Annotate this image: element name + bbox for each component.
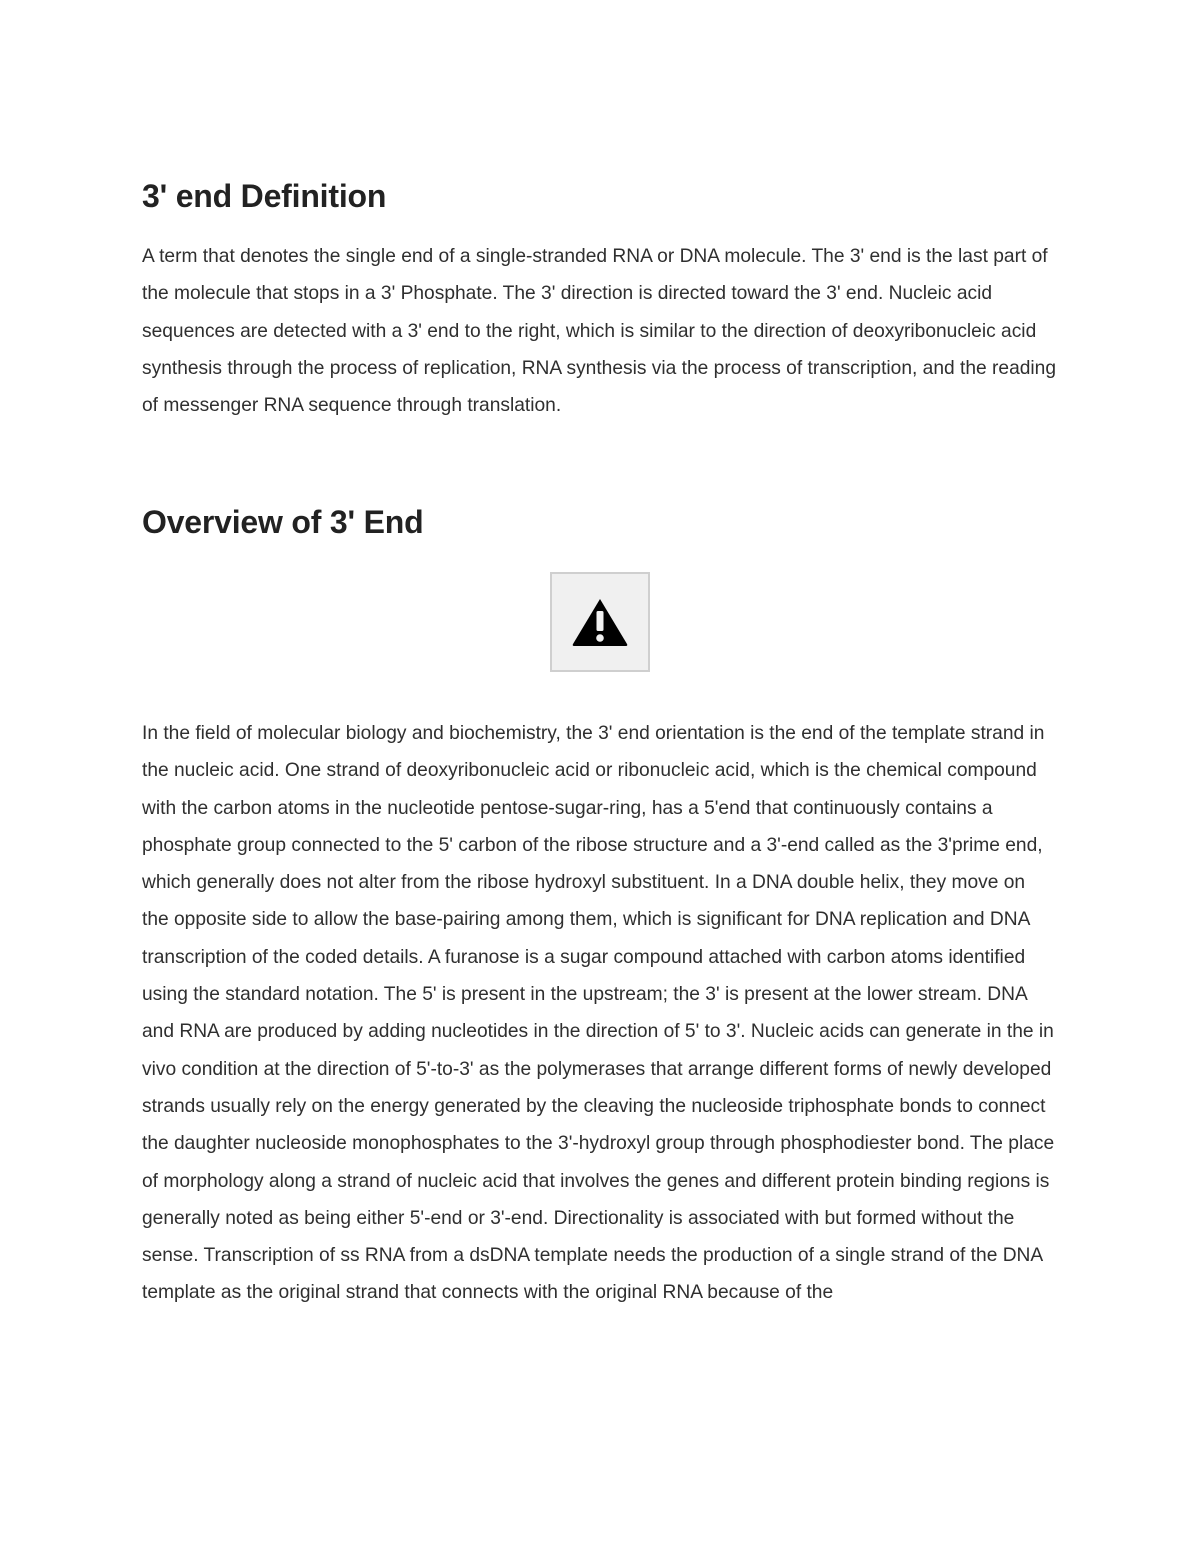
- section-heading-definition: 3' end Definition: [142, 178, 387, 214]
- warning-icon: [571, 597, 629, 647]
- overview-paragraph: In the field of molecular biology and biochemistry, the 3' end orientation is the end of the template strand in the nucleic acid. One strand of deoxyribonucleic acid or ribonucleic acid, which is the chemical compound with the carbon atoms in the nucleotide pentose-sugar-ring, has a 5'end that continuously contains a phosphate group connected to the 5' carbon of the ribose structure and a 3'-end called as the 3'prime end, which generally does not alter from the ribose hydroxyl substituent. In a DNA double helix, they move on the opposite side to allow the base-pairing among them, which is significant for DNA replication and DNA transcription of the coded details. A furanose is a sugar compound attached with carbon atoms identified using the standard notation. The 5' is present in the upstream; the 3' is present at the lower stream. DNA and RNA are produced by adding nucleotides in the direction of 5' to 3'. Nucleic acids can generate in the in vivo condition at the direction of 5'-to-3' as the polymerases that arrange different forms of newly developed strands usually rely on the energy generated by the cleaving the nucleoside triphosphate bonds to connect the daughter nucleoside monophosphates to the 3'-hydroxyl group through phosphodiester bond. The place of morphology along a strand of nucleic acid that involves the genes and different protein binding regions is generally noted as being either 5'-end or 3'-end. Directionality is associated with but formed without the sense. Transcription of ss RNA from a dsDNA template needs the production of a single strand of the DNA template as the original strand that connects with the original RNA because of the: [142, 723, 1055, 1304]
- section-heading-overview: Overview of 3' End: [142, 504, 424, 540]
- definition-paragraph: A term that denotes the single end of a single-stranded RNA or DNA molecule. The 3' end is the last part of the molecule that stops in a 3' Phosphate. The 3' direction is directed toward the 3' end. Nucleic acid sequences are detected with a 3' end to the right, which is similar to the direction of deoxyribonucleic acid synthesis through the process of replication, RNA synthesis via the process of transcription, and the reading of messenger RNA sequence through translation.: [142, 246, 1057, 417]
- broken-image-placeholder: [550, 572, 650, 672]
